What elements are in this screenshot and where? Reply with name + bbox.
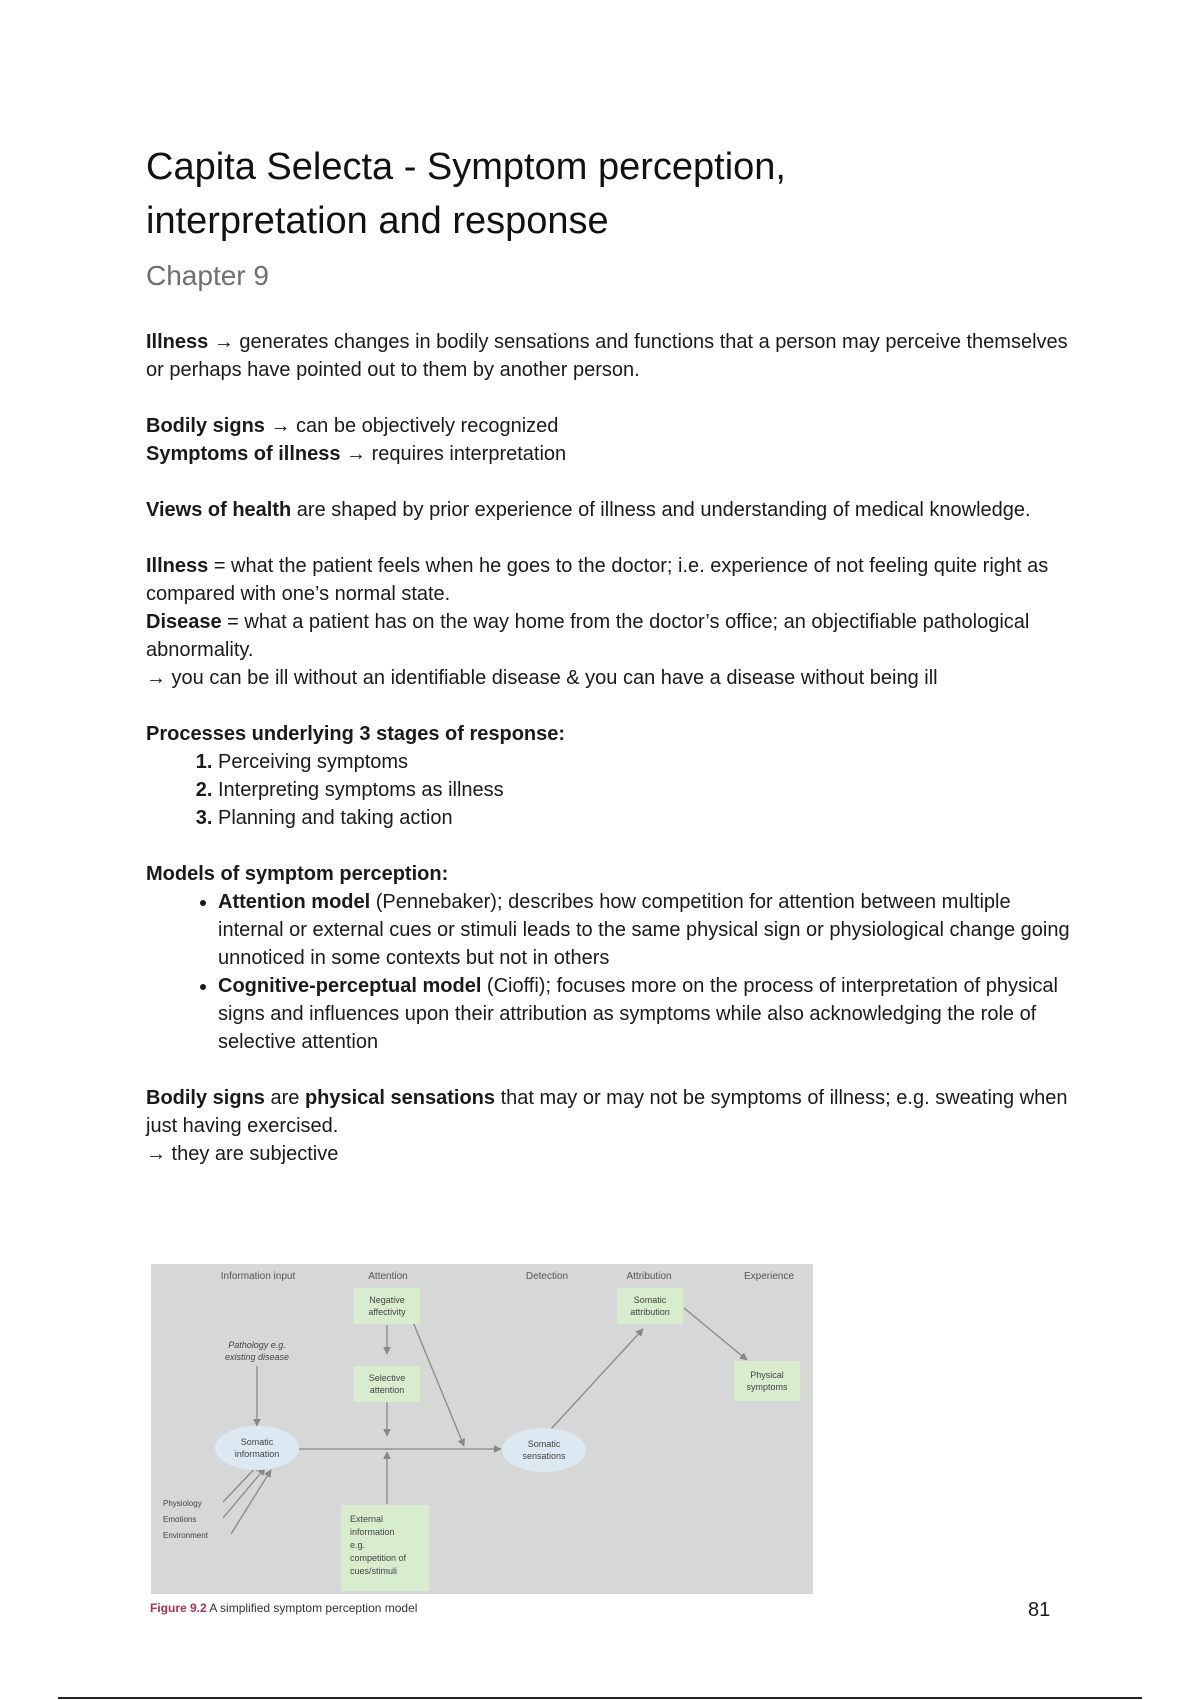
diagram-svg — [151, 1264, 813, 1594]
svg-text:External: External — [350, 1514, 384, 1524]
list-item-cognitive-model — [218, 972, 1076, 1056]
processes-list — [146, 748, 1076, 832]
title-line-2: interpretation and response — [146, 200, 609, 242]
models-heading: Models of symptom perception: — [146, 863, 449, 885]
svg-text:sensations: sensations — [522, 1451, 566, 1461]
ellipse-somatic-sensations — [502, 1428, 586, 1472]
svg-text:Somatic: Somatic — [240, 1437, 274, 1447]
figure-caption — [150, 1601, 417, 1615]
illness-definition-text: → generates changes in bodily sensations and functions that a person may perceive themselves or perhaps have pointed out to them by another person. — [146, 331, 1068, 381]
svg-text:Somatic: Somatic — [527, 1439, 561, 1449]
processes-heading: Processes underlying 3 stages of response: — [146, 723, 566, 745]
paragraph-illness-vs-disease — [146, 552, 1076, 692]
document-page — [146, 140, 1076, 1168]
svg-text:Pathology e.g.: Pathology e.g. — [228, 1340, 286, 1350]
column-header: Information input — [220, 1271, 296, 1282]
input-label: Emotions — [163, 1515, 197, 1524]
box-selective-attention — [354, 1366, 420, 1402]
term-bodily-signs: Bodily signs — [146, 415, 265, 437]
symptoms-text: → requires interpretation — [340, 443, 567, 465]
svg-text:attribution: attribution — [630, 1307, 670, 1317]
figure-caption-text: A simplified symptom perception model — [209, 1601, 418, 1615]
column-header: Experience — [743, 1271, 795, 1282]
symptom-perception-figure — [151, 1264, 813, 1594]
term-symptoms-of-illness: Symptoms of illness — [146, 443, 341, 465]
cognitive-model-text: (Cioffi); focuses more on the process of interpretation of physical signs and influences upon their attribution as symptoms while also acknowledging the role of selective attention — [218, 975, 1058, 1053]
term-attention-model: Attention model — [218, 891, 371, 913]
svg-text:affectivity: affectivity — [368, 1307, 406, 1317]
term-illness-2: Illness — [146, 555, 209, 577]
views-of-health-text: are shaped by prior experience of illness and understanding of medical knowledge. — [291, 499, 1031, 521]
list-item: 3. Planning and taking action — [218, 804, 1076, 832]
models-list — [146, 888, 1076, 1056]
paragraph-bodily-signs-sensations: Bodily signs are physical sensations that may or may not be symptoms of illness; e.g. sweating when just having exercised. → they are subjective — [146, 1087, 1068, 1165]
body-text — [146, 328, 1076, 1168]
box-somatic-attribution — [617, 1288, 683, 1324]
page-title — [146, 140, 1076, 248]
list-item-attention-model — [218, 888, 1076, 972]
term-bodily-signs-2: Bodily signs — [146, 1087, 265, 1109]
ellipse-somatic-information — [215, 1426, 299, 1470]
bodily-signs-text: → can be objectively recognized — [264, 415, 559, 437]
svg-text:Somatic: Somatic — [633, 1295, 667, 1305]
subjective-note: → they are subjective — [146, 1143, 339, 1165]
svg-text:competition of: competition of — [350, 1553, 407, 1563]
svg-text:Negative: Negative — [369, 1295, 405, 1305]
svg-text:attention: attention — [369, 1385, 405, 1395]
footer-divider — [58, 1697, 1142, 1699]
title-line-1: Capita Selecta - Symptom perception, — [146, 146, 786, 188]
column-header: Attribution — [626, 1271, 672, 1282]
bodily-sensations-text: that may or may not be symptoms of illness; e.g. sweating when just having exercised. — [146, 1087, 1068, 1137]
svg-text:existing disease: existing disease — [224, 1352, 290, 1362]
paragraph-signs-symptoms — [146, 412, 1076, 468]
list-item: 2. Interpreting symptoms as illness — [218, 776, 1076, 804]
input-label: Physiology — [163, 1499, 202, 1508]
list-item: 1. Perceiving symptoms — [218, 748, 1076, 776]
term-physical-sensations: physical sensations — [304, 1087, 496, 1109]
term-cognitive-perceptual-model: Cognitive-perceptual model — [218, 975, 482, 997]
svg-text:Selective: Selective — [368, 1373, 406, 1383]
illness-meaning-text: = what the patient feels when he goes to the doctor; i.e. experience of not feeling quite right as compared with one’s normal state. — [146, 555, 1049, 605]
svg-text:information: information — [234, 1449, 280, 1459]
svg-text:symptoms: symptoms — [746, 1382, 788, 1392]
term-disease: Disease — [146, 611, 222, 633]
svg-text:e.g.: e.g. — [350, 1540, 366, 1550]
box-physical-symptoms — [734, 1361, 800, 1401]
svg-text:cues/stimuli: cues/stimuli — [350, 1566, 398, 1576]
svg-text:information: information — [350, 1527, 395, 1537]
term-views-of-health: Views of health — [146, 499, 292, 521]
figure-label: Figure 9.2 — [150, 1601, 207, 1615]
page-number: 81 — [1028, 1599, 1051, 1621]
svg-text:Physical: Physical — [750, 1370, 784, 1380]
input-label: Environment — [163, 1531, 208, 1540]
column-header: Detection — [525, 1271, 569, 1282]
box-external-information — [341, 1505, 429, 1591]
paragraph-illness-definition — [146, 328, 1076, 384]
paragraph-views-of-health — [146, 496, 1076, 524]
attention-model-text: (Pennebaker); describes how competition for attention between multiple internal or external cues or stimuli leads to the same physical sign or physiological change going unnoticed in some contexts but not in others — [218, 891, 1070, 969]
ill-vs-disease-note: → you can be ill without an identifiable disease & you can have a disease without being ill — [146, 667, 938, 689]
column-header: Attention — [368, 1271, 408, 1282]
disease-meaning-text: = what a patient has on the way home from the doctor’s office; an objectifiable pathological abnormality. — [146, 611, 1030, 661]
box-negative-affectivity — [354, 1288, 420, 1324]
term-illness: Illness — [146, 331, 209, 353]
label-pathology — [225, 1340, 289, 1362]
chapter-subtitle: Chapter 9 — [146, 260, 269, 291]
